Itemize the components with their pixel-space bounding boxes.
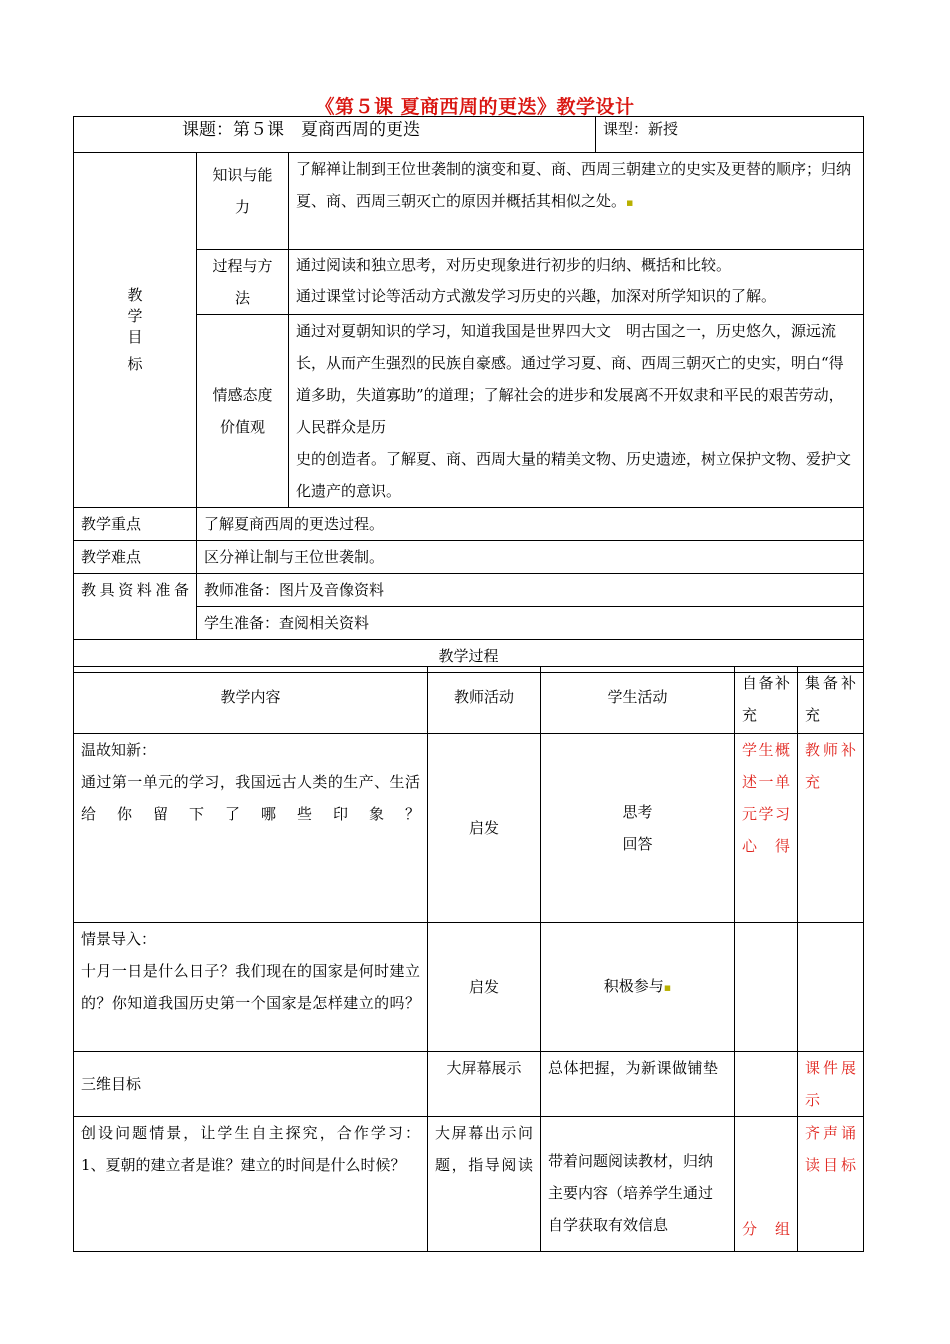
row-group-note: 课件展示 bbox=[798, 1052, 864, 1117]
row-content bbox=[74, 923, 428, 1052]
row-content-text: 十月一日是什么日子？我们现在的国家是何时建立的？你知道我国历史第一个国家是怎样建立的吗？ bbox=[81, 962, 420, 1012]
row-self-note bbox=[735, 1052, 798, 1117]
document-title: 《第５课 夏商西周的更迭》教学设计 bbox=[315, 96, 635, 118]
materials-student: 学生准备：查阅相关资料 bbox=[197, 607, 864, 640]
key-point-text: 了解夏商西周的更迭过程。 bbox=[197, 508, 864, 541]
col-student: 学生活动 bbox=[541, 667, 735, 734]
row-self-note bbox=[735, 923, 798, 1052]
row-student: 积极参与▪ bbox=[541, 923, 735, 1052]
row-group-note bbox=[798, 923, 864, 1052]
row-group-note: 齐声诵读目标 bbox=[798, 1117, 864, 1252]
difficulty-text: 区分禅让制与王位世袭制。 bbox=[197, 541, 864, 574]
objective-knowledge-row bbox=[74, 153, 864, 250]
emotion-text-part2: 史的创造者。了解夏、商、西周大量的精美文物、历史遗迹，树立保护文物、爱护文化遗产的意识。 bbox=[296, 450, 852, 500]
process-title: 教学过程 bbox=[74, 640, 864, 673]
row-student: 思考 回答 bbox=[541, 734, 735, 923]
col-teacher: 教师活动 bbox=[428, 667, 541, 734]
row-content-text: 通过第一单元的学习，我国远古人类的生产、生活给你留下了哪些印象？ bbox=[81, 773, 420, 823]
table-row bbox=[74, 923, 864, 1052]
objectives-label: 教 学 目 标 bbox=[74, 153, 197, 508]
row-student: 总体把握，为新课做铺垫 bbox=[541, 1052, 735, 1117]
row-content-title: 情景导入： bbox=[81, 930, 157, 948]
difficulty-row bbox=[74, 541, 864, 574]
process-line-1: 通过阅读和独立思考，对历史现象进行初步的归纳、概括和比较。 bbox=[296, 256, 732, 274]
materials-teacher: 教师准备：图片及音像资料 bbox=[197, 574, 864, 607]
row-teacher: 启发 bbox=[428, 923, 541, 1052]
row-content-title: 创设问题情景，让学生自主探究，合作学习： bbox=[81, 1124, 420, 1142]
row-teacher: 大屏幕出示问题，指导阅读 bbox=[428, 1117, 541, 1252]
row-teacher: 启发 bbox=[428, 734, 541, 923]
lesson-type: 课型：新授 bbox=[596, 117, 864, 153]
header-row bbox=[74, 117, 864, 153]
row-group-note: 教师补充 bbox=[798, 734, 864, 923]
col-content: 教学内容 bbox=[74, 667, 428, 734]
emotion-label: 情感态度价值观 bbox=[197, 315, 289, 508]
plan-info-table bbox=[73, 116, 864, 673]
table-row bbox=[74, 734, 864, 923]
teaching-process-table bbox=[73, 666, 864, 1252]
materials-label: 教具资料准备 bbox=[74, 574, 197, 640]
materials-teacher-row bbox=[74, 574, 864, 607]
key-point-label: 教学重点 bbox=[74, 508, 197, 541]
row-content: 三维目标 bbox=[74, 1052, 428, 1117]
row-content bbox=[74, 734, 428, 923]
table-row bbox=[74, 1117, 864, 1252]
row-self-note: 分组 bbox=[735, 1117, 798, 1252]
col-self: 自备补充 bbox=[735, 667, 798, 734]
row-content-text: 1、夏朝的建立者是谁？建立的时间是什么时候？ bbox=[81, 1156, 406, 1174]
emotion-text bbox=[289, 315, 864, 508]
row-content-title: 温故知新： bbox=[81, 741, 157, 759]
emotion-text-part1: 通过对夏朝知识的学习，知道我国是世界四大文 明古国之一，历史悠久，源远流长，从而产生强烈的民族自豪感。通过学习夏、商、西周三朝灭亡的史实，明白“得道多助，失道寡助”的道理；了解社会的进步和发展离不开奴隶和平民的艰苦劳动，人民群众是历 bbox=[296, 322, 844, 436]
row-content bbox=[74, 1117, 428, 1252]
process-header-row bbox=[74, 667, 864, 734]
row-self-note: 学生概述一单元学习心得 bbox=[735, 734, 798, 923]
process-text bbox=[289, 250, 864, 315]
table-row bbox=[74, 1052, 864, 1117]
col-group: 集备补充 bbox=[798, 667, 864, 734]
row-teacher: 大屏幕展示 bbox=[428, 1052, 541, 1117]
key-point-row bbox=[74, 508, 864, 541]
lesson-subject: 课题：第５课 夏商西周的更迭 bbox=[74, 117, 596, 153]
knowledge-text: 了解禅让制到王位世袭制的演变和夏、商、西周三朝建立的史实及更替的顺序；归纳夏、商、西周三朝灭亡的原因并概括其相似之处。▪ bbox=[289, 153, 864, 250]
row-student: 带着问题阅读教材，归纳主要内容（培养学生通过自学获取有效信息 bbox=[541, 1117, 735, 1252]
difficulty-label: 教学难点 bbox=[74, 541, 197, 574]
process-line-2: 通过课堂讨论等活动方式激发学习历史的兴趣，加深对所学知识的了解。 bbox=[296, 287, 777, 305]
process-label: 过程与方法 bbox=[197, 250, 289, 315]
knowledge-label: 知识与能力 bbox=[197, 153, 289, 250]
